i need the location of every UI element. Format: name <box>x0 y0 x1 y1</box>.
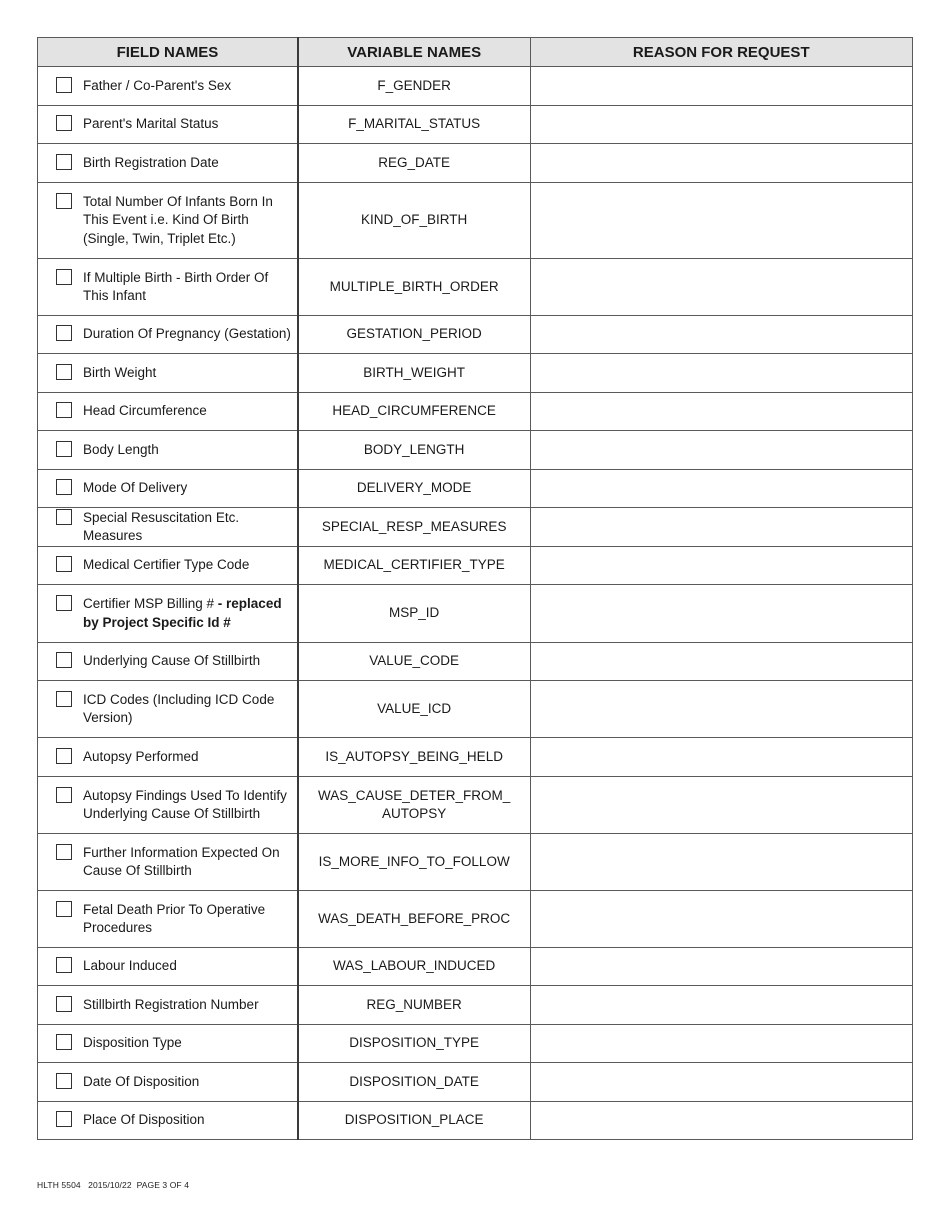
reason-for-request-input[interactable] <box>530 643 912 681</box>
field-name-cell <box>38 547 298 585</box>
field-checkbox[interactable] <box>56 509 72 525</box>
reason-for-request-input[interactable] <box>530 986 912 1025</box>
variable-name-cell: DISPOSITION_TYPE <box>298 1025 530 1063</box>
table-row <box>38 431 913 470</box>
field-name-cell <box>38 393 298 431</box>
variable-name-cell: KIND_OF_BIRTH <box>298 183 530 259</box>
variable-name-cell: F_GENDER <box>298 67 530 106</box>
field-name-cell <box>38 643 298 681</box>
field-name-cell <box>38 508 298 547</box>
field-checkbox[interactable] <box>56 652 72 668</box>
field-name-cell <box>38 470 298 508</box>
variable-name-cell: REG_DATE <box>298 144 530 183</box>
table-row <box>38 144 913 183</box>
field-name-cell <box>38 948 298 986</box>
table-row <box>38 316 913 354</box>
reason-for-request-input[interactable] <box>530 508 912 547</box>
table-row <box>38 67 913 106</box>
reason-for-request-input[interactable] <box>530 144 912 183</box>
field-name-cell <box>38 1025 298 1063</box>
field-name-label: Duration Of Pregnancy (Gestation) <box>83 326 291 342</box>
field-checkbox[interactable] <box>56 269 72 285</box>
variable-name-cell: WAS_DEATH_BEFORE_PROC <box>298 891 530 948</box>
field-checkbox[interactable] <box>56 901 72 917</box>
field-name-cell <box>38 681 298 738</box>
table-row <box>38 777 913 834</box>
reason-for-request-input[interactable] <box>530 431 912 470</box>
variable-name-cell: IS_MORE_INFO_TO_FOLLOW <box>298 834 530 891</box>
field-name-label: Birth Registration Date <box>83 154 219 170</box>
field-name-note: - replaced by Project Specific Id # <box>83 596 282 630</box>
variable-name-cell: WAS_LABOUR_INDUCED <box>298 948 530 986</box>
variable-name-cell: F_MARITAL_STATUS <box>298 106 530 144</box>
table-row <box>38 738 913 777</box>
field-name-label: Further Information Expected On Cause Of Stillbirth <box>83 844 280 878</box>
field-name-label: Stillbirth Registration Number <box>83 996 259 1012</box>
field-name-label: Certifier MSP Billing # - replaced by Project Specific Id # <box>83 596 282 630</box>
table-row <box>38 470 913 508</box>
reason-for-request-input[interactable] <box>530 1102 912 1140</box>
field-name-cell <box>38 1063 298 1102</box>
variable-name-cell: MEDICAL_CERTIFIER_TYPE <box>298 547 530 585</box>
field-name-cell <box>38 834 298 891</box>
variable-name-cell: DELIVERY_MODE <box>298 470 530 508</box>
header-reason-for-request: REASON FOR REQUEST <box>530 38 912 67</box>
reason-for-request-input[interactable] <box>530 948 912 986</box>
reason-for-request-input[interactable] <box>530 1063 912 1102</box>
table-row <box>38 948 913 986</box>
field-name-label: Disposition Type <box>83 1035 182 1051</box>
reason-for-request-input[interactable] <box>530 1025 912 1063</box>
field-name-label: Autopsy Performed <box>83 748 199 764</box>
field-name-label: Father / Co-Parent's Sex <box>83 77 232 93</box>
table-row <box>38 834 913 891</box>
field-name-label: Head Circumference <box>83 403 207 419</box>
reason-for-request-input[interactable] <box>530 67 912 106</box>
field-checkbox[interactable] <box>56 748 72 764</box>
field-name-label: Fetal Death Prior To Operative Procedures <box>83 901 266 935</box>
variable-name-cell: VALUE_ICD <box>298 681 530 738</box>
field-name-label: Date Of Disposition <box>83 1073 200 1089</box>
field-name-label: Parent's Marital Status <box>83 116 219 132</box>
field-name-cell <box>38 738 298 777</box>
table-row <box>38 643 913 681</box>
table-row <box>38 1025 913 1063</box>
reason-for-request-input[interactable] <box>530 259 912 316</box>
field-checkbox[interactable] <box>56 193 72 209</box>
variable-name-cell: REG_NUMBER <box>298 986 530 1025</box>
field-name-cell <box>38 183 298 259</box>
variable-name-cell: VALUE_CODE <box>298 643 530 681</box>
field-checkbox[interactable] <box>56 1111 72 1127</box>
reason-for-request-input[interactable] <box>530 354 912 393</box>
field-name-cell <box>38 891 298 948</box>
reason-for-request-input[interactable] <box>530 585 912 643</box>
field-name-label: Medical Certifier Type Code <box>83 557 250 573</box>
table-row <box>38 354 913 393</box>
field-name-cell <box>38 106 298 144</box>
field-checkbox[interactable] <box>56 1073 72 1089</box>
table-row <box>38 891 913 948</box>
field-checkbox[interactable] <box>56 441 72 457</box>
field-name-cell <box>38 259 298 316</box>
variable-name-cell: BIRTH_WEIGHT <box>298 354 530 393</box>
field-name-cell <box>38 777 298 834</box>
variable-name-cell: GESTATION_PERIOD <box>298 316 530 354</box>
variable-name-cell: HEAD_CIRCUMFERENCE <box>298 393 530 431</box>
header-variable-names: VARIABLE NAMES <box>298 38 530 67</box>
field-name-cell <box>38 67 298 106</box>
field-checkbox[interactable] <box>56 154 72 170</box>
table-row <box>38 1063 913 1102</box>
field-name-cell <box>38 585 298 643</box>
reason-for-request-input[interactable] <box>530 738 912 777</box>
field-checkbox[interactable] <box>56 479 72 495</box>
table-row <box>38 585 913 643</box>
table-row <box>38 259 913 316</box>
variable-name-cell: DISPOSITION_PLACE <box>298 1102 530 1140</box>
field-name-label: Body Length <box>83 441 159 457</box>
variable-name-cell: MULTIPLE_BIRTH_ORDER <box>298 259 530 316</box>
table-row <box>38 183 913 259</box>
field-name-label: Place Of Disposition <box>83 1112 205 1128</box>
field-checkbox[interactable] <box>56 1034 72 1050</box>
field-name-cell <box>38 354 298 393</box>
field-name-cell <box>38 316 298 354</box>
table-row <box>38 106 913 144</box>
field-checkbox[interactable] <box>56 957 72 973</box>
header-field-names: FIELD NAMES <box>38 38 298 67</box>
data-request-table <box>37 37 913 1140</box>
field-checkbox[interactable] <box>56 996 72 1012</box>
field-name-label: Labour Induced <box>83 958 177 974</box>
field-checkbox[interactable] <box>56 787 72 803</box>
table-row <box>38 508 913 547</box>
field-checkbox[interactable] <box>56 115 72 131</box>
field-name-label: Underlying Cause Of Stillbirth <box>83 653 261 669</box>
variable-name-cell: BODY_LENGTH <box>298 431 530 470</box>
table-header-row <box>38 38 913 67</box>
reason-for-request-input[interactable] <box>530 393 912 431</box>
reason-for-request-input[interactable] <box>530 777 912 834</box>
reason-for-request-input[interactable] <box>530 681 912 738</box>
variable-name-cell: WAS_CAUSE_DETER_FROM_ AUTOPSY <box>298 777 530 834</box>
field-checkbox[interactable] <box>56 844 72 860</box>
field-name-label: Birth Weight <box>83 364 157 380</box>
field-checkbox[interactable] <box>56 556 72 572</box>
field-name-cell <box>38 144 298 183</box>
table-row <box>38 986 913 1025</box>
field-name-label: Total Number Of Infants Born In This Event i.e. Kind Of Birth (Single, Twin, Triplet Etc.) <box>83 193 273 246</box>
field-name-label: If Multiple Birth - Birth Order Of This Infant <box>83 269 269 303</box>
field-checkbox[interactable] <box>56 364 72 380</box>
table-row <box>38 1102 913 1140</box>
variable-name-cell: IS_AUTOPSY_BEING_HELD <box>298 738 530 777</box>
variable-name-cell: MSP_ID <box>298 585 530 643</box>
reason-for-request-input[interactable] <box>530 891 912 948</box>
reason-for-request-input[interactable] <box>530 106 912 144</box>
field-name-label: ICD Codes (Including ICD Code Version) <box>83 691 275 725</box>
table-row <box>38 547 913 585</box>
field-checkbox[interactable] <box>56 691 72 707</box>
field-name-cell <box>38 986 298 1025</box>
table-row <box>38 393 913 431</box>
field-name-cell <box>38 431 298 470</box>
field-name-label: Autopsy Findings Used To Identify Underlying Cause Of Stillbirth <box>83 787 287 821</box>
field-checkbox[interactable] <box>56 325 72 341</box>
field-checkbox[interactable] <box>56 402 72 418</box>
reason-for-request-input[interactable] <box>530 547 912 585</box>
field-checkbox[interactable] <box>56 77 72 93</box>
form-footer: HLTH 5504 2015/10/22 PAGE 3 OF 4 <box>37 1180 190 1190</box>
reason-for-request-input[interactable] <box>530 470 912 508</box>
field-name-label: Special Resuscitation Etc. Measures <box>83 509 240 543</box>
reason-for-request-input[interactable] <box>530 316 912 354</box>
reason-for-request-input[interactable] <box>530 834 912 891</box>
variable-name-cell: DISPOSITION_DATE <box>298 1063 530 1102</box>
table-body <box>38 67 913 1140</box>
reason-for-request-input[interactable] <box>530 183 912 259</box>
table-row <box>38 681 913 738</box>
field-name-label: Mode Of Delivery <box>83 480 188 496</box>
variable-name-cell: SPECIAL_RESP_MEASURES <box>298 508 530 547</box>
field-name-cell <box>38 1102 298 1140</box>
field-checkbox[interactable] <box>56 595 72 611</box>
